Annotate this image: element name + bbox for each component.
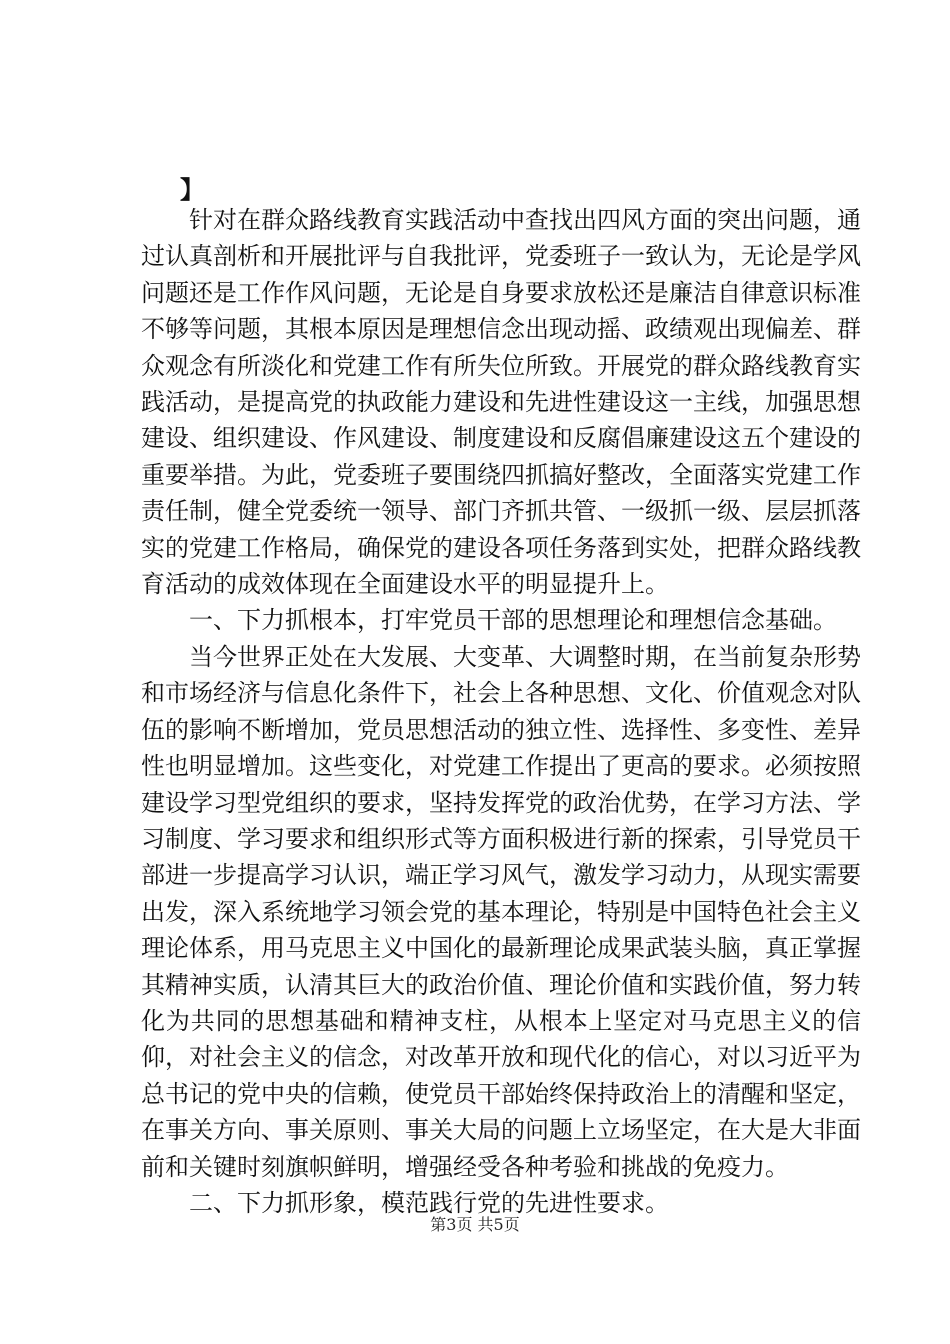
page-footer: 第3页 共5页 [430, 1215, 520, 1234]
document-body [141, 202, 861, 1221]
paragraph-section-1: 当今世界正处在大发展、大变革、大调整时期，在当前复杂形势和市场经济与信息化条件下，社会上各种思想、文化、价值观念对队伍的影响不断增加，党员思想活动的独立性、选择性、多变性、差异性也明显增加。这些变化，对党建工作提出了更高的要求。必须按照建设学习型党组织的要求，坚持发挥党的政治优势，在学习方法、学习制度、学习要求和组织形式等方面积极进行新的探索，引导党员干部进一步提高学习认识，端正学习风气，激发学习动力，从现实需要出发，深入系统地学习领会党的基本理论，特别是中国特色社会主义理论体系，用马克思主义中国化的最新理论成果武装头脑，真正掌握其精神实质，认清其巨大的政治价值、理论价值和实践价值，努力转化为共同的思想基础和精神支柱，从根本上坚定对马克思主义的信仰，对社会主义的信念，对改革开放和现代化的信心，对以习近平为总书记的党中央的信赖，使党员干部始终保持政治上的清醒和坚定，在事关方向、事关原则、事关大局的问题上立场坚定，在大是大非面前和关键时刻旗帜鲜明，增强经受各种考验和挑战的免疫力。 [141, 642, 861, 1181]
section-heading-2: 二、下力抓形象，模范践行党的先进性要求。 [189, 1188, 669, 1217]
paragraph-intro: 针对在群众路线教育实践活动中查找出四风方面的突出问题，通过认真剖析和开展批评与自我批评，党委班子一致认为，无论是学风问题还是工作作风问题，无论是自身要求放松还是廉洁自律意识标准不够等问题，其根本原因是理想信念出现动摇、政绩观出现偏差、群众观念有所淡化和党建工作有所失位所致。开展党的群众路线教育实践活动，是提高党的执政能力建设和先进性建设这一主线，加强思想建设、组织建设、作风建设、制度建设和反腐倡廉建设这五个建设的重要举措。为此，党委班子要围绕四抓搞好整改，全面落实党建工作责任制，健全党委统一领导、部门齐抓共管、一级抓一级、层层抓落实的党建工作格局，确保党的建设各项任务落到实处，把群众路线教育活动的成效体现在全面建设水平的明显提升上。 [141, 206, 861, 599]
section-heading-1: 一、下力抓根本，打牢党员干部的思想理论和理想信念基础。 [189, 606, 837, 635]
closing-bracket: 】 [180, 175, 204, 204]
